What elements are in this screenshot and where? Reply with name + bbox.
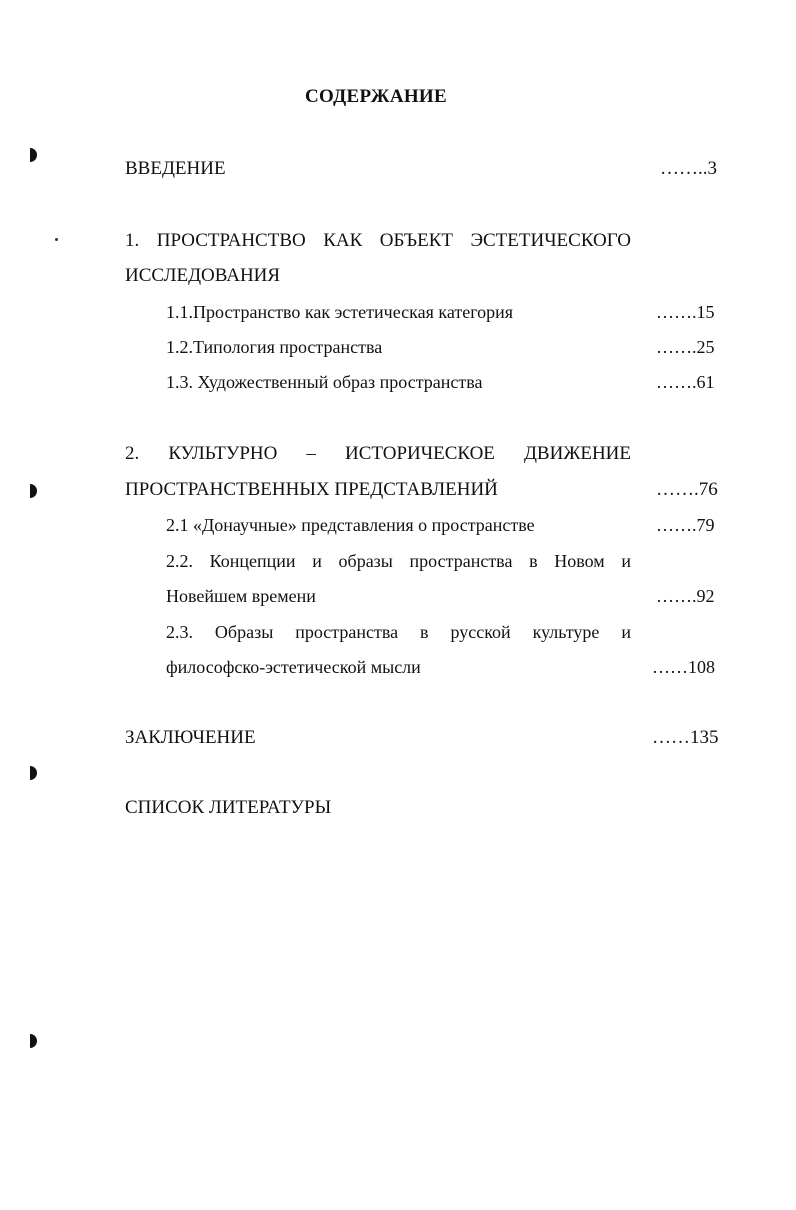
section-2-2-page: …….92 <box>656 586 715 606</box>
scan-speck <box>55 238 58 241</box>
toc-conclusion-label: ЗАКЛЮЧЕНИЕ <box>125 727 256 748</box>
section-2-3-page: ……108 <box>652 657 715 677</box>
toc-conclusion-page: ……135 <box>652 727 719 748</box>
chapter1-title-line1: 1. ПРОСТРАНСТВО КАК ОБЪЕКТ ЭСТЕТИЧЕСКОГО <box>125 230 631 251</box>
section-2-3-label-line1: 2.3. Образы пространства в русской культуре и <box>166 622 631 642</box>
section-1-2-page: …….25 <box>656 337 715 357</box>
section-2-2-label-line2: Новейшем времени <box>166 586 316 606</box>
toc-title: СОДЕРЖАНИЕ <box>305 86 447 107</box>
chapter2-page: …….76 <box>656 479 718 500</box>
section-1-3-label: 1.3. Художественный образ пространства <box>166 372 483 392</box>
binding-mark <box>30 1034 37 1048</box>
section-1-1-label: 1.1.Пространство как эстетическая категория <box>166 302 514 322</box>
toc-bibliography-label: СПИСОК ЛИТЕРАТУРЫ <box>125 797 332 818</box>
binding-mark <box>30 484 37 498</box>
section-1-2-label: 1.2.Типология пространства <box>166 337 383 357</box>
section-2-3-label-line2: философско-эстетической мысли <box>166 657 421 677</box>
section-2-2-label-line1: 2.2. Концепции и образы пространства в Новом и <box>166 551 631 571</box>
section-1-3-page: …….61 <box>656 372 715 392</box>
section-1-1-page: …….15 <box>656 302 715 322</box>
section-2-1-label: 2.1 «Донаучные» представления о пространстве <box>166 515 535 535</box>
chapter1-title-line2: ИССЛЕДОВАНИЯ <box>125 265 281 286</box>
toc-intro-label: ВВЕДЕНИЕ <box>125 158 226 179</box>
binding-mark <box>30 148 37 162</box>
section-2-1-page: …….79 <box>656 515 715 535</box>
chapter2-title-line1: 2. КУЛЬТУРНО – ИСТОРИЧЕСКОЕ ДВИЖЕНИЕ <box>125 443 631 464</box>
binding-mark <box>30 766 37 780</box>
chapter2-title-line2: ПРОСТРАНСТВЕННЫХ ПРЕДСТАВЛЕНИЙ <box>125 479 498 500</box>
toc-intro-page: ……..3 <box>660 158 717 179</box>
